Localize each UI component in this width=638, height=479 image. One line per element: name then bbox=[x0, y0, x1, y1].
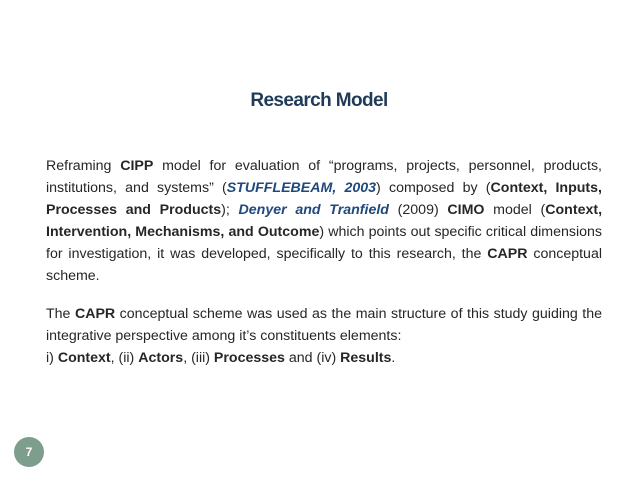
cimo-expanded: Context, Intervention, Mechanisms, and Outcome bbox=[46, 202, 603, 240]
paragraph-cipp-cimo bbox=[46, 155, 602, 287]
text-span: conceptual scheme. bbox=[46, 246, 602, 284]
text-span: ); bbox=[221, 202, 239, 218]
text-span: The bbox=[46, 306, 75, 322]
cimo-term: CIMO bbox=[447, 202, 485, 218]
text-span: (2009) bbox=[388, 202, 448, 218]
capr-term: CAPR bbox=[487, 246, 528, 262]
citation-year: 2003 bbox=[344, 180, 377, 196]
element-context: Context bbox=[57, 350, 111, 366]
text-span: ) which points out specific critical dimensions for investigation, it was developed, specifically to this research, the bbox=[46, 224, 602, 262]
paragraph-capr bbox=[46, 303, 602, 347]
text-span: , (iii) bbox=[183, 350, 214, 366]
text-span: model for evaluation of “programs, projects, personnel, products, institutions, and systems” ( bbox=[46, 158, 602, 196]
cipp-term: CIPP bbox=[120, 158, 154, 174]
capr-term: CAPR bbox=[74, 306, 116, 322]
text-span: and (iv) bbox=[284, 350, 341, 366]
page-number-badge: 7 bbox=[14, 437, 44, 467]
text-span: , (ii) bbox=[110, 350, 139, 366]
cipp-expanded: Context, Inputs, Processes and Products bbox=[46, 180, 602, 218]
text-span: conceptual scheme was used as the main structure of this study guiding the integrative perspective among it’s constituents elements: bbox=[46, 306, 602, 344]
text-span: . bbox=[391, 350, 396, 366]
slide-title: Research Model bbox=[250, 90, 388, 111]
slide-body bbox=[46, 155, 602, 369]
element-processes: Processes bbox=[213, 350, 285, 366]
capr-elements-line bbox=[46, 347, 602, 369]
text-span: i) bbox=[46, 350, 58, 366]
citation-denyer-tranfield: Denyer and Tranfield bbox=[238, 202, 389, 218]
text-span: Reframing bbox=[46, 158, 121, 174]
element-actors: Actors bbox=[138, 350, 184, 366]
element-results: Results bbox=[340, 350, 392, 366]
citation-stufflebeam: STUFFLEBEAM, bbox=[226, 180, 337, 196]
text-span: model ( bbox=[484, 202, 546, 218]
text-span: ) composed by ( bbox=[376, 180, 491, 196]
